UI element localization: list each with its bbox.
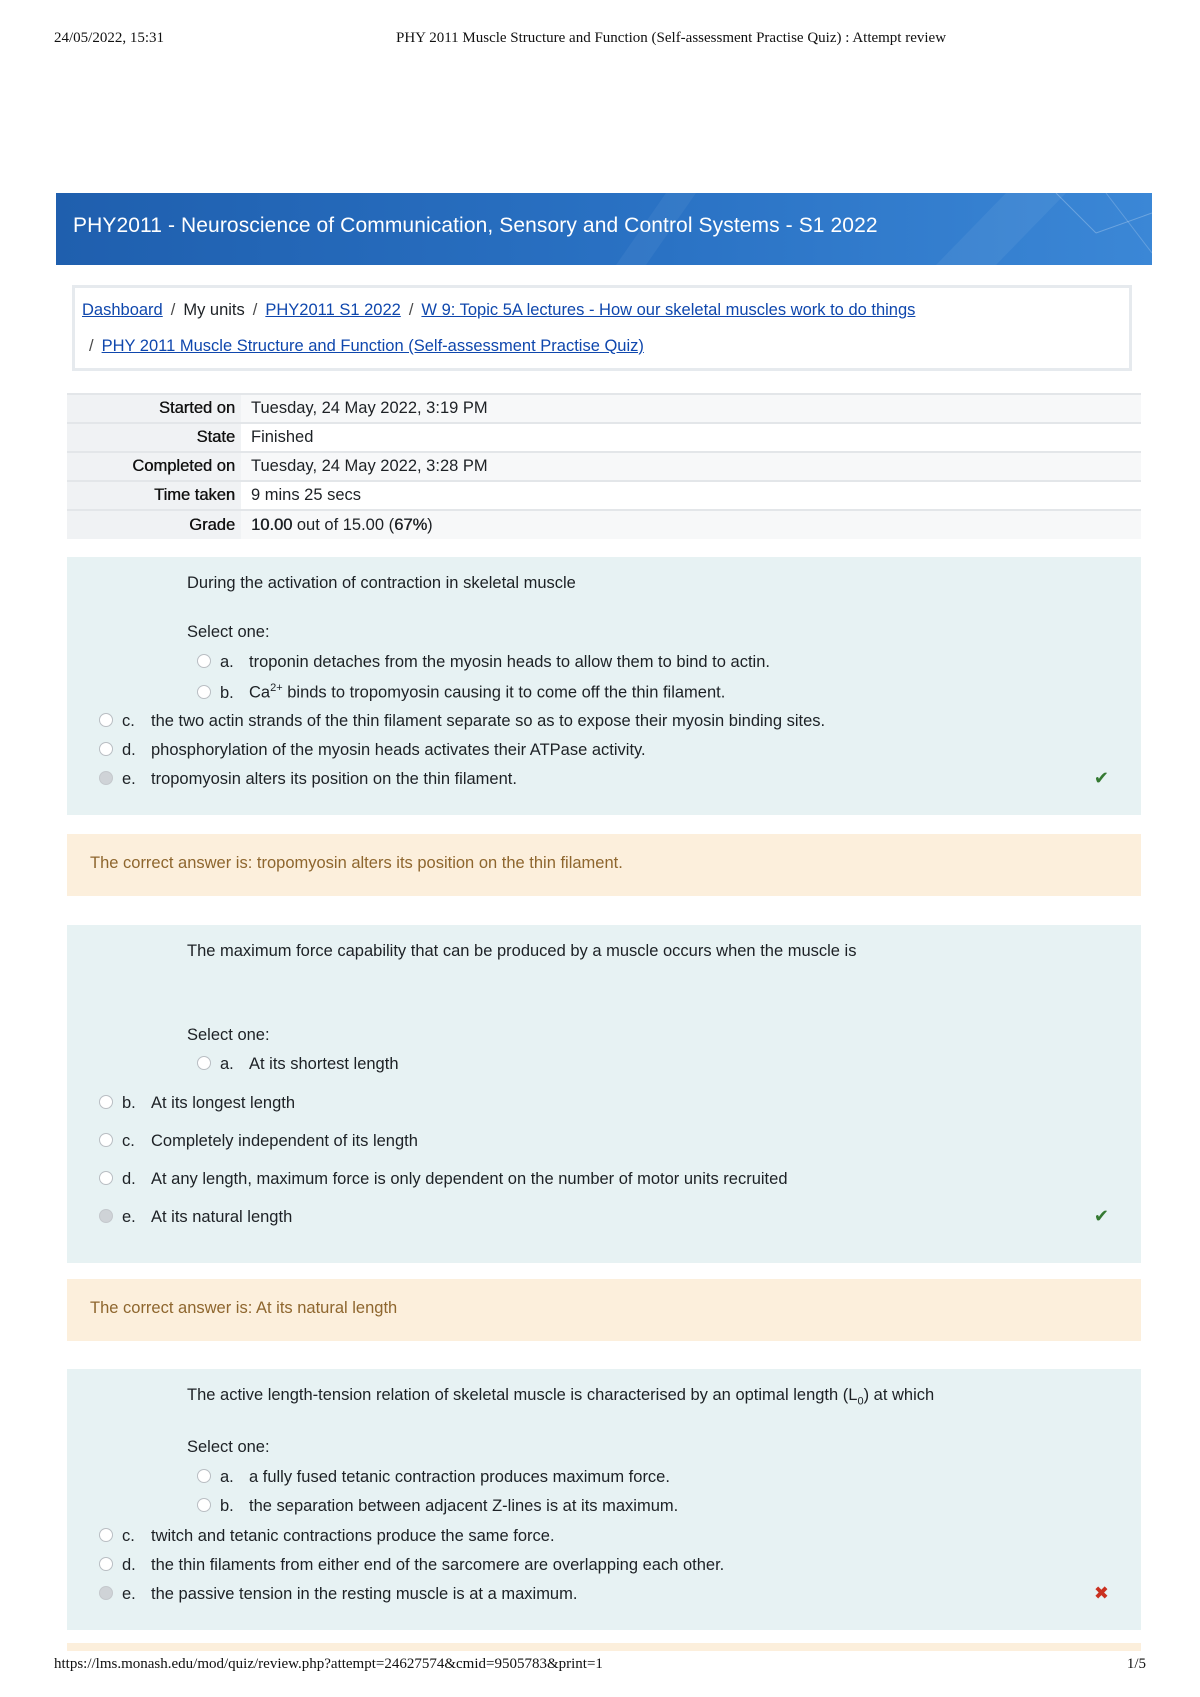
question-1 (67, 557, 1141, 815)
radio-button[interactable] (197, 1056, 211, 1070)
option-c[interactable] (99, 1527, 555, 1546)
option-e[interactable] (99, 1208, 292, 1227)
breadcrumb-dashboard-link[interactable]: Dashboard (82, 301, 163, 319)
option-text: troponin detaches from the myosin heads to allow them to bind to actin. (249, 653, 770, 671)
summary-value: Tuesday, 24 May 2022, 3:28 PM (241, 452, 1141, 481)
breadcrumb-separator: / (170, 301, 176, 319)
print-header (54, 30, 1146, 52)
radio-button[interactable] (99, 1528, 113, 1542)
radio-button-selected[interactable] (99, 1209, 113, 1223)
option-b[interactable] (197, 682, 725, 703)
question-text-end: ) at which (863, 1386, 935, 1404)
option-letter: c. (122, 1132, 135, 1150)
correct-answer-text: The correct answer is: At its natural length (90, 1299, 398, 1317)
breadcrumb-separator: / (408, 301, 414, 319)
option-text: phosphorylation of the myosin heads activates their ATPase activity. (151, 741, 646, 759)
option-letter: c. (122, 1527, 135, 1545)
option-d[interactable] (99, 1556, 724, 1575)
option-text: the thin filaments from either end of the sarcomere are overlapping each other. (151, 1556, 725, 1574)
option-letter: e. (122, 770, 136, 788)
question-2 (67, 925, 1141, 1263)
option-letter: b. (220, 683, 234, 702)
grade-score: 10.00 (251, 515, 293, 534)
radio-button-selected[interactable] (99, 771, 113, 785)
option-text: the separation between adjacent Z-lines is at its maximum. (249, 1497, 679, 1515)
print-doc-title: PHY 2011 Muscle Structure and Function (Self-assessment Practise Quiz) : Attempt review (396, 30, 947, 46)
option-text: twitch and tetanic contractions produce the same force. (151, 1527, 555, 1545)
question-text: The maximum force capability that can be produced by a muscle occurs when the muscle is (187, 942, 857, 960)
option-letter: a. (220, 1055, 234, 1073)
summary-row-state (67, 423, 1141, 452)
radio-button[interactable] (99, 1557, 113, 1571)
option-b[interactable] (99, 1094, 295, 1113)
option-text: a fully fused tetanic contraction produces maximum force. (249, 1468, 670, 1486)
correct-check-icon: ✔ (1093, 768, 1109, 788)
option-letter: d. (122, 1556, 136, 1574)
option-text-superscript: 2+ (270, 682, 283, 694)
course-banner (56, 193, 1152, 265)
option-text: Ca (249, 683, 271, 702)
print-footer (54, 1656, 1146, 1678)
summary-value: 9 mins 25 secs (241, 481, 1141, 510)
option-letter: e. (122, 1585, 136, 1603)
summary-label: Started on (67, 394, 241, 423)
option-c[interactable] (99, 1132, 418, 1151)
select-one-label: Select one: (187, 1438, 270, 1456)
feedback-q2 (67, 1279, 1141, 1341)
option-letter: a. (220, 1468, 234, 1486)
radio-button[interactable] (99, 713, 113, 727)
breadcrumb-quiz-link[interactable]: PHY 2011 Muscle Structure and Function (Self-assessment Practise Quiz) (101, 337, 644, 355)
summary-label: Completed on (67, 452, 241, 481)
summary-row-time-taken (67, 481, 1141, 510)
incorrect-cross-icon: ✖ (1093, 1583, 1109, 1603)
option-text: the two actin strands of the thin filament separate so as to expose their myosin binding sites. (151, 712, 826, 730)
question-text-subscript: 0 (857, 1395, 864, 1408)
correct-answer-text: The correct answer is: tropomyosin alters its position on the thin filament. (90, 854, 623, 872)
breadcrumb-week-link[interactable]: W 9: Topic 5A lectures - How our skeletal muscles work to do things (421, 301, 916, 319)
attempt-summary-table (67, 393, 1141, 539)
radio-button[interactable] (99, 1133, 113, 1147)
option-e[interactable] (99, 770, 517, 789)
print-url: https://lms.monash.edu/mod/quiz/review.php?attempt=24627574&cmid=9505783&print=1 (54, 1656, 603, 1672)
radio-button[interactable] (197, 1498, 211, 1512)
summary-label: State (67, 423, 241, 452)
grade-close: ) (427, 515, 433, 534)
option-letter: d. (122, 741, 136, 759)
radio-button[interactable] (197, 685, 211, 699)
option-letter: a. (220, 653, 234, 671)
feedback-q3-partial (67, 1643, 1141, 1651)
option-text: Completely independent of its length (151, 1132, 418, 1150)
grade-out-of: out of 15.00 ( (292, 515, 395, 534)
summary-value: Tuesday, 24 May 2022, 3:19 PM (241, 394, 1141, 423)
summary-row-completed (67, 452, 1141, 481)
option-text: tropomyosin alters its position on the thin filament. (151, 770, 517, 788)
option-a[interactable] (197, 653, 770, 672)
option-d[interactable] (99, 1170, 788, 1189)
select-one-label: Select one: (187, 1026, 270, 1044)
breadcrumb-separator: / (89, 337, 94, 355)
breadcrumb (72, 285, 1132, 371)
option-text: binds to tropomyosin causing it to come off the thin filament. (282, 683, 726, 702)
print-page-number: 1/5 (1126, 1656, 1146, 1672)
question-text: During the activation of contraction in skeletal muscle (187, 574, 576, 592)
breadcrumb-separator: / (252, 301, 258, 319)
option-d[interactable] (99, 741, 646, 760)
option-letter: d. (122, 1170, 136, 1188)
summary-value: Finished (241, 423, 1141, 452)
option-letter: c. (122, 712, 135, 730)
radio-button[interactable] (99, 1171, 113, 1185)
option-b[interactable] (197, 1497, 678, 1516)
print-date: 24/05/2022, 15:31 (54, 30, 165, 46)
summary-label: Time taken (67, 481, 241, 510)
summary-row-started (67, 394, 1141, 423)
option-text: At its natural length (151, 1208, 293, 1226)
option-letter: b. (220, 1497, 234, 1515)
option-a[interactable] (197, 1468, 670, 1487)
radio-button[interactable] (197, 1469, 211, 1483)
course-title: PHY2011 - Neuroscience of Communication, Sensory and Control Systems - S1 2022 (73, 214, 878, 237)
radio-button[interactable] (99, 1095, 113, 1109)
option-text: At its longest length (151, 1094, 296, 1112)
correct-check-icon: ✔ (1093, 1206, 1109, 1226)
option-letter: b. (122, 1094, 136, 1112)
question-text (187, 1386, 934, 1407)
radio-button-selected[interactable] (99, 1586, 113, 1600)
summary-row-grade (67, 510, 1141, 539)
option-text: At any length, maximum force is only dependent on the number of motor units recruited (151, 1170, 788, 1188)
breadcrumb-my-units: My units (183, 301, 245, 319)
summary-label: Grade (67, 510, 241, 539)
option-a[interactable] (197, 1055, 399, 1074)
option-text: At its shortest length (249, 1055, 399, 1073)
grade-percent: 67% (394, 515, 428, 534)
summary-value (241, 510, 1141, 539)
breadcrumb-unit-link[interactable]: PHY2011 S1 2022 (265, 301, 401, 319)
option-e[interactable] (99, 1585, 577, 1604)
option-text: the passive tension in the resting muscle is at a maximum. (151, 1585, 578, 1603)
option-c[interactable] (99, 712, 825, 731)
option-letter: e. (122, 1208, 136, 1226)
question-text-main: The active length-tension relation of skeletal muscle is characterised by an optimal length (L (187, 1386, 858, 1404)
feedback-q1 (67, 834, 1141, 896)
radio-button[interactable] (197, 654, 211, 668)
radio-button[interactable] (99, 742, 113, 756)
select-one-label: Select one: (187, 623, 270, 641)
question-3 (67, 1369, 1141, 1630)
